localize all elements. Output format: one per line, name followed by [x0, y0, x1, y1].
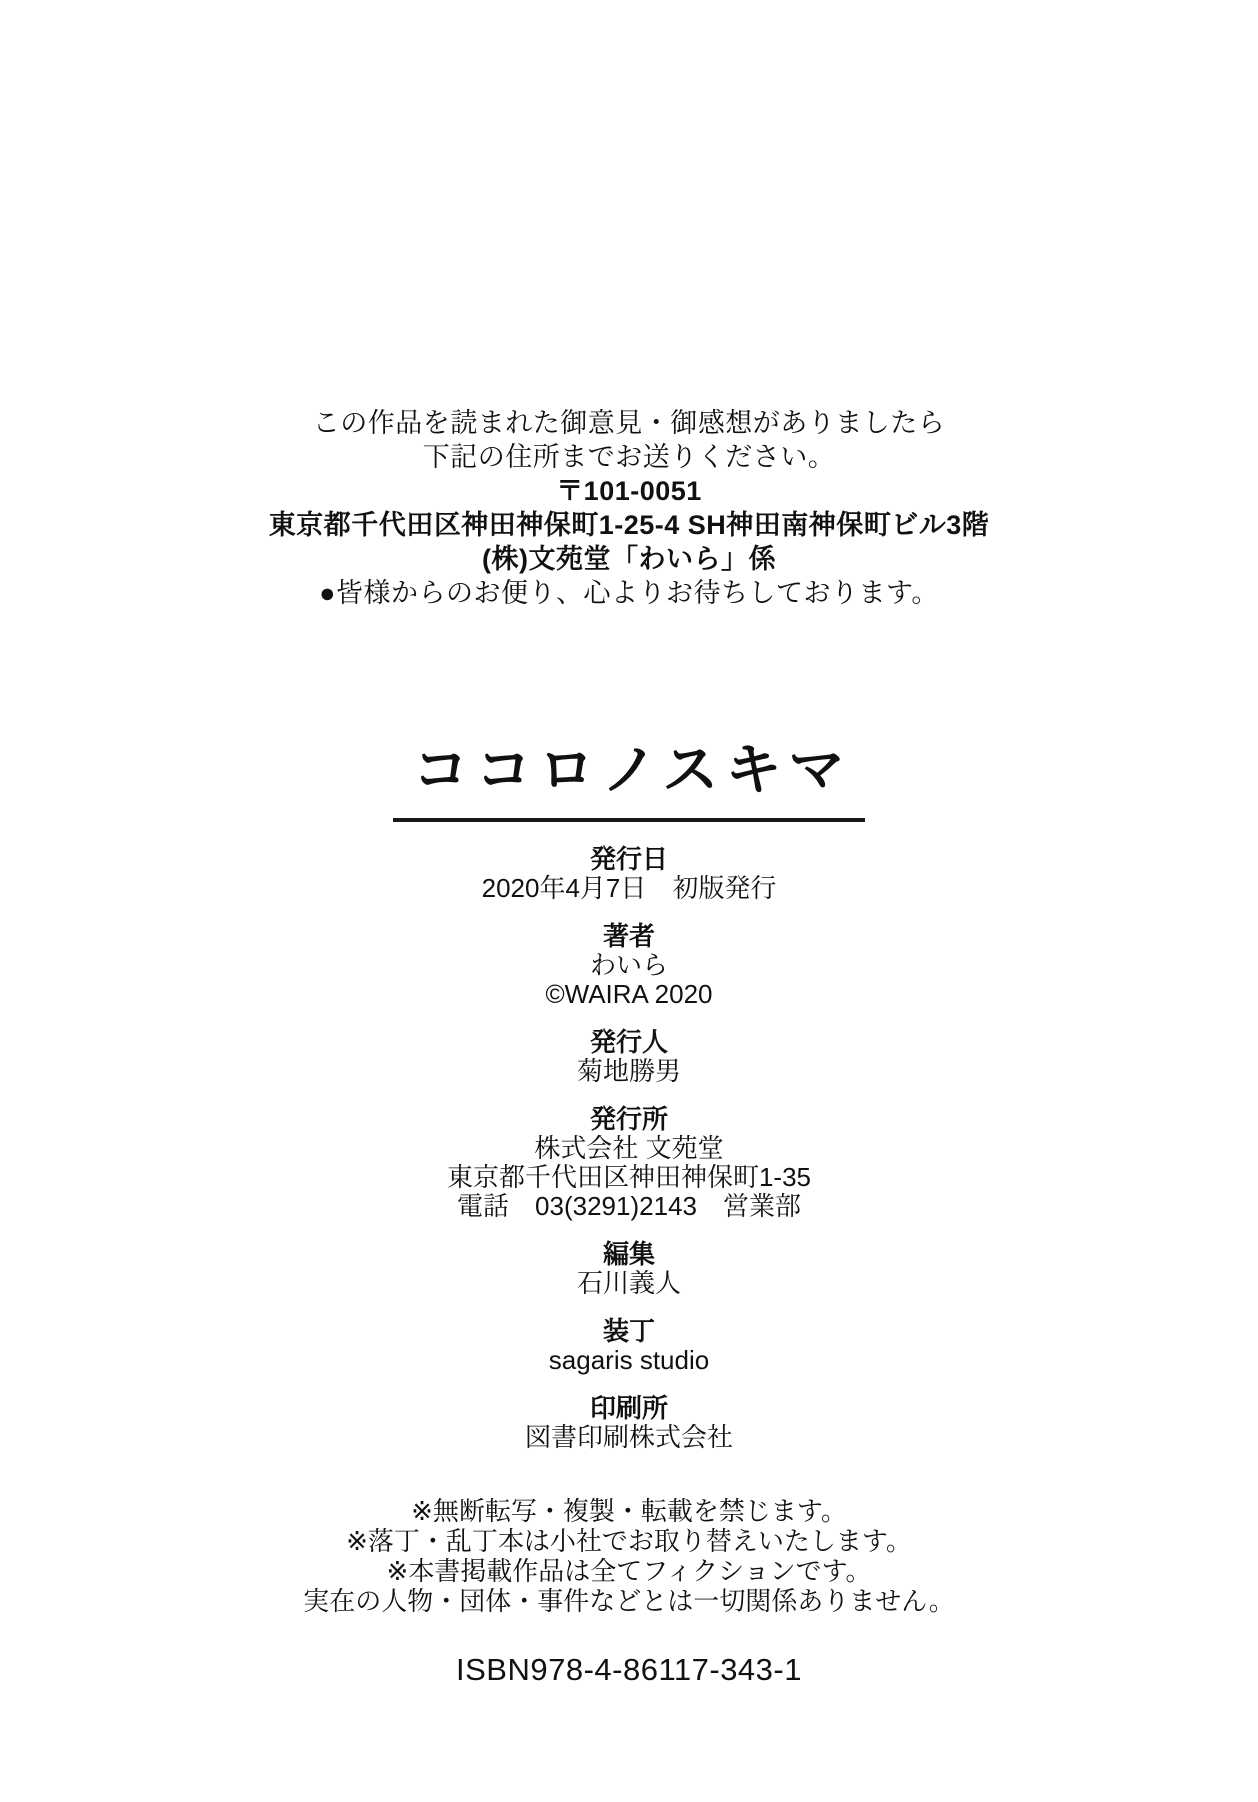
section-label: 発行人 [589, 1027, 668, 1057]
mailing-address: 東京都千代田区神田神保町1-25-4 SH神田南神保町ビル3階 [268, 510, 990, 540]
notice-line: ※本書掲載作品は全てフィクションです。 [386, 1556, 872, 1586]
title-block [0, 736, 1258, 822]
designer-name: sagaris studio [548, 1345, 710, 1375]
publisher-address: 東京都千代田区神田神保町1-35 [446, 1162, 812, 1192]
colophon-details [0, 845, 1258, 1471]
feedback-line: 下記の住所までお送りください。 [422, 442, 836, 472]
author-name: わいら [589, 950, 668, 980]
isbn-number: ISBN978-4-86117-343-1 [456, 1652, 802, 1687]
section-label: 発行所 [589, 1104, 668, 1134]
section-author [0, 922, 1258, 1009]
reader-feedback-note [0, 406, 1258, 610]
publisher-person-name: 菊地勝男 [576, 1056, 681, 1086]
notice-line: ※落丁・乱丁本は小社でお取り替えいたします。 [346, 1526, 912, 1556]
section-label: 装丁 [602, 1316, 655, 1346]
notice-line: 実在の人物・団体・事件などとは一切関係ありません。 [303, 1586, 955, 1616]
book-title: ココロノスキマ [393, 736, 866, 822]
section-label: 編集 [602, 1239, 655, 1269]
section-printer [0, 1394, 1258, 1452]
section-book-design [0, 1317, 1258, 1375]
section-label: 印刷所 [589, 1393, 668, 1423]
printer-name: 図書印刷株式会社 [524, 1422, 733, 1452]
publisher-company-name: 株式会社 文苑堂 [534, 1133, 724, 1163]
postal-code: 〒101-0051 [556, 476, 702, 506]
section-editor [0, 1240, 1258, 1298]
feedback-closing-line: ●皆様からのお便り、心よりお待ちしております。 [319, 578, 939, 608]
editor-name: 石川義人 [576, 1268, 681, 1298]
section-publishing-house [0, 1105, 1258, 1221]
notice-line: ※無断転写・複製・転載を禁じます。 [411, 1496, 847, 1526]
publisher-phone: 電話 03(3291)2143 営業部 [457, 1191, 801, 1221]
feedback-line: この作品を読まれた御意見・御感想がありましたら [312, 408, 946, 438]
section-publication-date [0, 845, 1258, 903]
copyright-line: ©WAIRA 2020 [545, 979, 713, 1009]
section-label: 著者 [602, 921, 655, 951]
legal-notices [0, 1496, 1258, 1616]
mailing-recipient: (株)文苑堂「わいら」係 [482, 544, 776, 574]
section-label: 発行日 [589, 844, 668, 874]
publication-date: 2020年4月7日 初版発行 [481, 873, 777, 903]
section-publisher-person [0, 1028, 1258, 1086]
